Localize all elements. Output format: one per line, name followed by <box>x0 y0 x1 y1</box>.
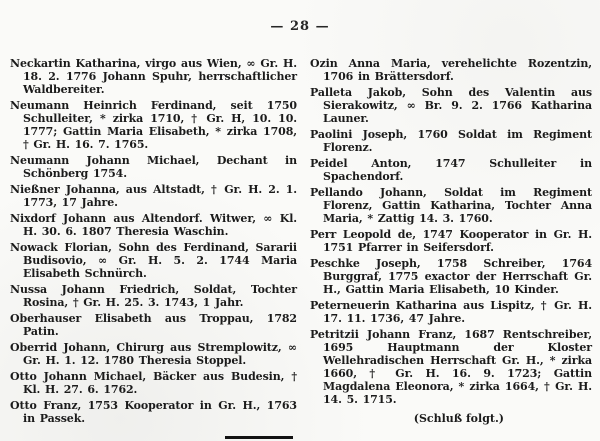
left-column <box>10 57 297 425</box>
section-divider-rule <box>225 436 293 439</box>
register-entry: Petritzii Johann Franz, 1687 Rentschreiber, 1695 Hauptmann der Kloster Wellehradischen Herrschaft Gr. H., * zirka 1660, † Gr. H. 16. 9. 1723; Gattin Magdalena Eleonora, * zirka 1664, † Gr. H. 14. 5. 1715. <box>310 328 592 406</box>
register-entry: Neumann Heinrich Ferdinand, seit 1750 Schulleiter, * zirka 1710, † Gr. H, 10. 10. 1777; Gattin Maria Elisabeth, * zirka 1708, † Gr. H. 16. 7. 1765. <box>10 99 297 151</box>
register-entry: Paolini Joseph, 1760 Soldat im Regiment Florenz. <box>310 128 592 154</box>
register-entry: Otto Johann Michael, Bäcker aus Budesin, † Kl. H. 27. 6. 1762. <box>10 370 297 396</box>
register-entry: Peidel Anton, 1747 Schulleiter in Spachendorf. <box>310 157 592 183</box>
register-entry: Peterneuerin Katharina aus Lispitz, † Gr. H. 17. 11. 1736, 47 Jahre. <box>310 299 592 325</box>
register-entry: Nixdorf Johann aus Altendorf. Witwer, ∞ Kl. H. 30. 6. 1807 Theresia Waschin. <box>10 212 297 238</box>
register-entry: Peschke Joseph, 1758 Schreiber, 1764 Burggraf, 1775 exactor der Herrschaft Gr. H., Gattin Maria Elisabeth, 10 Kinder. <box>310 257 592 296</box>
register-entry: Perr Leopold de, 1747 Kooperator in Gr. H. 1751 Pfarrer in Seifersdorf. <box>310 228 592 254</box>
register-entry: Neumann Johann Michael, Dechant in Schönberg 1754. <box>10 154 297 180</box>
footer-note: (Schluß folgt.) <box>413 412 504 425</box>
right-column <box>310 57 592 425</box>
register-entry: Pellando Johann, Soldat im Regiment Florenz, Gattin Katharina, Tochter Anna Maria, * Zattig 14. 3. 1760. <box>310 186 592 225</box>
register-entry: Ozin Anna Maria, verehelichte Rozentzin, 1706 in Brättersdorf. <box>310 57 592 83</box>
register-entry: Nowack Florian, Sohn des Ferdinand, Sararii Budisovio, ∞ Gr. H. 5. 2. 1744 Maria Elisabeth Schnürch. <box>10 241 297 280</box>
register-entry: Palleta Jakob, Sohn des Valentin aus Sierakowitz, ∞ Br. 9. 2. 1766 Katharina Launer. <box>310 86 592 125</box>
register-entry: Otto Franz, 1753 Kooperator in Gr. H., 1763 in Passek. <box>10 399 297 425</box>
register-entry: Oberhauser Elisabeth aus Troppau, 1782 Patin. <box>10 312 297 338</box>
page-number: — 28 — <box>270 19 330 34</box>
register-entry: Neckartin Katharina, virgo aus Wien, ∞ Gr. H. 18. 2. 1776 Johann Spuhr, herrschaftlicher Waldbereiter. <box>10 57 297 96</box>
register-entry: Nussa Johann Friedrich, Soldat, Tochter Rosina, † Gr. H. 25. 3. 1743, 1 Jahr. <box>10 283 297 309</box>
register-entry: Nießner Johanna, aus Altstadt, † Gr. H. 2. 1. 1773, 17 Jahre. <box>10 183 297 209</box>
register-entry: Oberrid Johann, Chirurg aus Stremplowitz, ∞ Gr. H. 1. 12. 1780 Theresia Stoppel. <box>10 341 297 367</box>
